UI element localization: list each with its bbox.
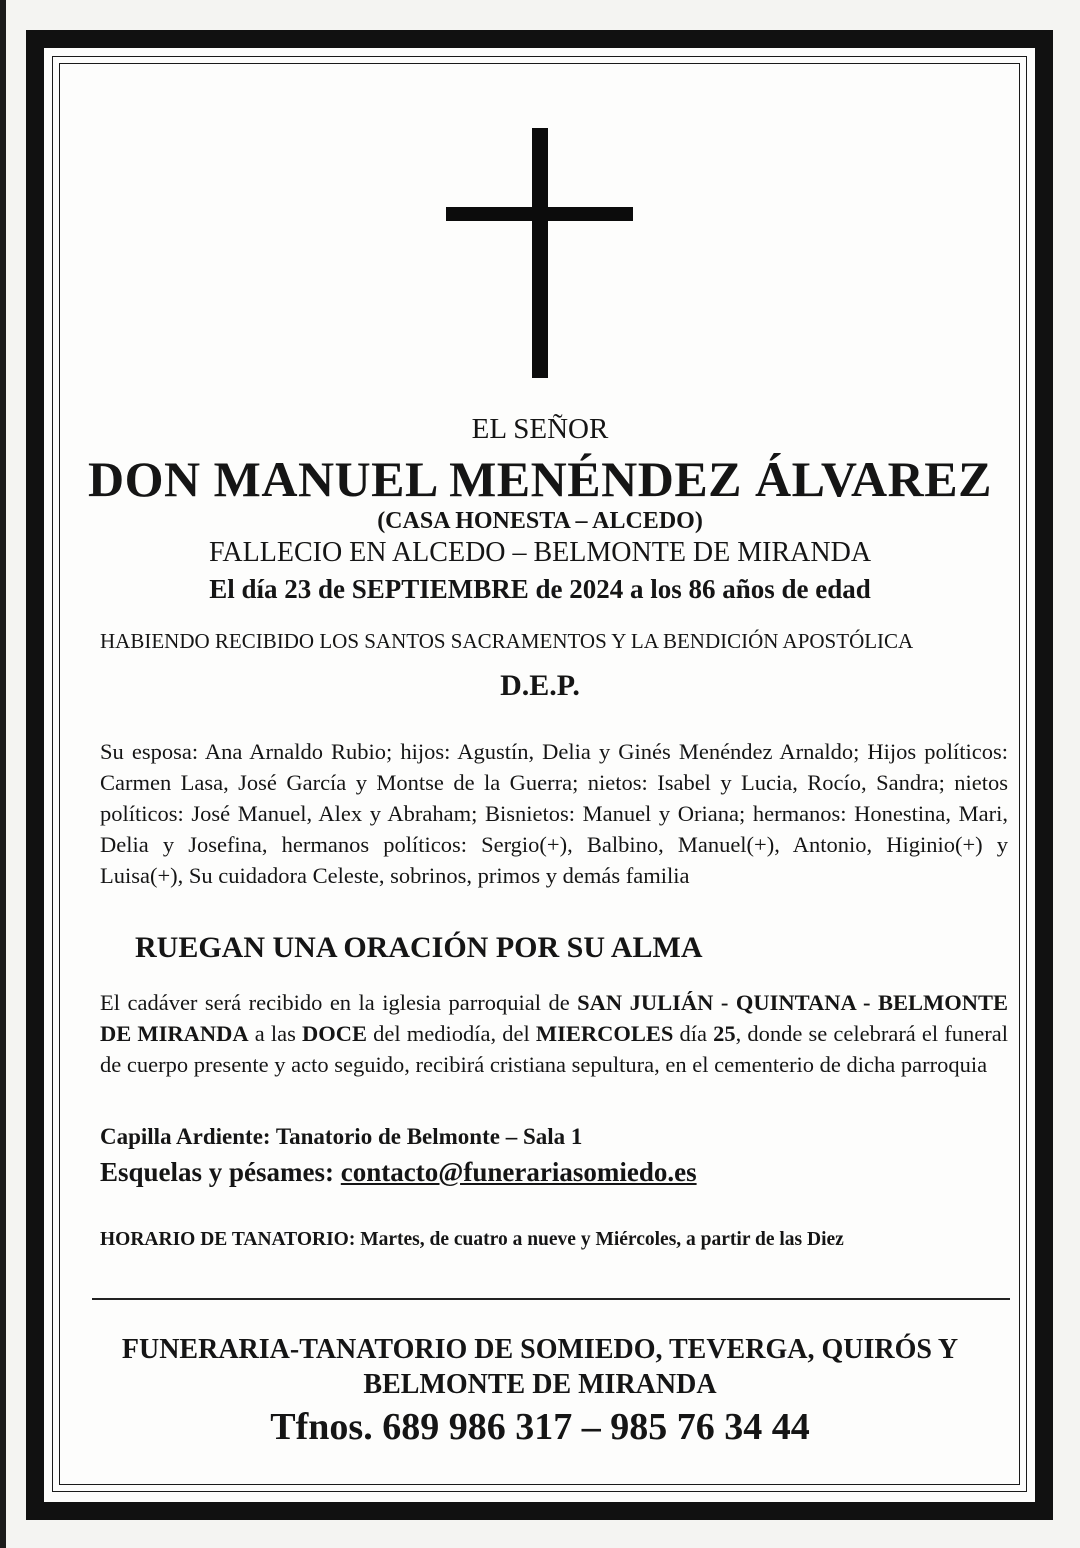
hours-label: HORARIO DE TANATORIO:: [100, 1229, 356, 1250]
rip-label: D.E.P.: [500, 669, 580, 702]
funeral-time: DOCE: [302, 1021, 368, 1046]
cross-horizontal-bar: [446, 207, 633, 221]
death-place: FALLECIO EN ALCEDO – BELMONTE DE MIRANDA: [208, 537, 872, 568]
deceased-name: DON MANUEL MENÉNDEZ ÁLVAREZ: [88, 451, 992, 507]
sacraments-line: HABIENDO RECIBIDO LOS SANTOS SACRAMENTOS Y LA BENDICIÓN APOSTÓLICA: [100, 629, 914, 653]
chapel-info: Capilla Ardiente: Tanatorio de Belmonte – Sala 1: [100, 1124, 583, 1149]
company-name-line2: BELMONTE DE MIRANDA: [363, 1369, 717, 1400]
phone-numbers: Tfnos. 689 986 317 – 985 76 34 44: [270, 1406, 810, 1448]
house-name: (CASA HONESTA – ALCEDO): [377, 508, 703, 534]
funeral-day: 25: [713, 1021, 736, 1046]
condolences-email-link[interactable]: contacto@funerariasomiedo.es: [340, 1157, 697, 1187]
cross-vertical-bar: [532, 128, 548, 378]
death-date: El día 23 de SEPTIEMBRE de 2024 a los 86 años de edad: [209, 574, 871, 604]
funeral-text: a las: [248, 1021, 302, 1046]
funeral-weekday: MIERCOLES: [535, 1021, 674, 1046]
family-list: Su esposa: Ana Arnaldo Rubio; hijos: Agustín, Delia y Ginés Menéndez Arnaldo; Hijos políticos: Carmen Lasa, José García y Montse de la Guerra; nietos: Isabel y Lucia, Rocío, Sandra; nietos políticos: José Manuel, Alex y Abraham; Bisnietos: Manuel y Oriana; hermanos: Honestina, Mari, Delia y Josefina, hermanos políticos: Sergio(+), Balbino, Manuel(+), Antonio, Higinio(+) y Luisa(+), Su cuidadora Celeste, sobrinos, primos y demás familia: [100, 739, 1008, 888]
condolences-line: [100, 1157, 697, 1188]
funeral-text: , donde se celebrará el funeral de cuerpo presente y acto seguido, recibirá cristiana sepultura, en el cementerio de dicha parroquia: [100, 1021, 1008, 1077]
funeral-text: El cadáver será recibido en la iglesia parroquial de: [100, 990, 578, 1015]
hours-text: Martes, de cuatro a nueve y Miércoles, a partir de las Diez: [355, 1229, 844, 1250]
hours-line: [100, 1229, 844, 1251]
prayer-request: RUEGAN UNA ORACIÓN POR SU ALMA: [135, 931, 703, 964]
condolences-label: Esquelas y pésames:: [100, 1157, 341, 1187]
divider: [92, 1298, 1010, 1300]
scan-edge: [0, 0, 6, 1548]
church-name: SAN JULIÁN - QUINTANA - BELMONTE DE MIRANDA: [100, 990, 1008, 1046]
company-name-line1: FUNERARIA-TANATORIO DE SOMIEDO, TEVERGA, QUIRÓS Y: [121, 1334, 959, 1365]
funeral-text: del mediodía, del: [367, 1021, 536, 1046]
funeral-text: día: [673, 1021, 714, 1046]
title-prefix: EL SEÑOR: [471, 413, 609, 445]
funeral-details: [100, 987, 1008, 1080]
